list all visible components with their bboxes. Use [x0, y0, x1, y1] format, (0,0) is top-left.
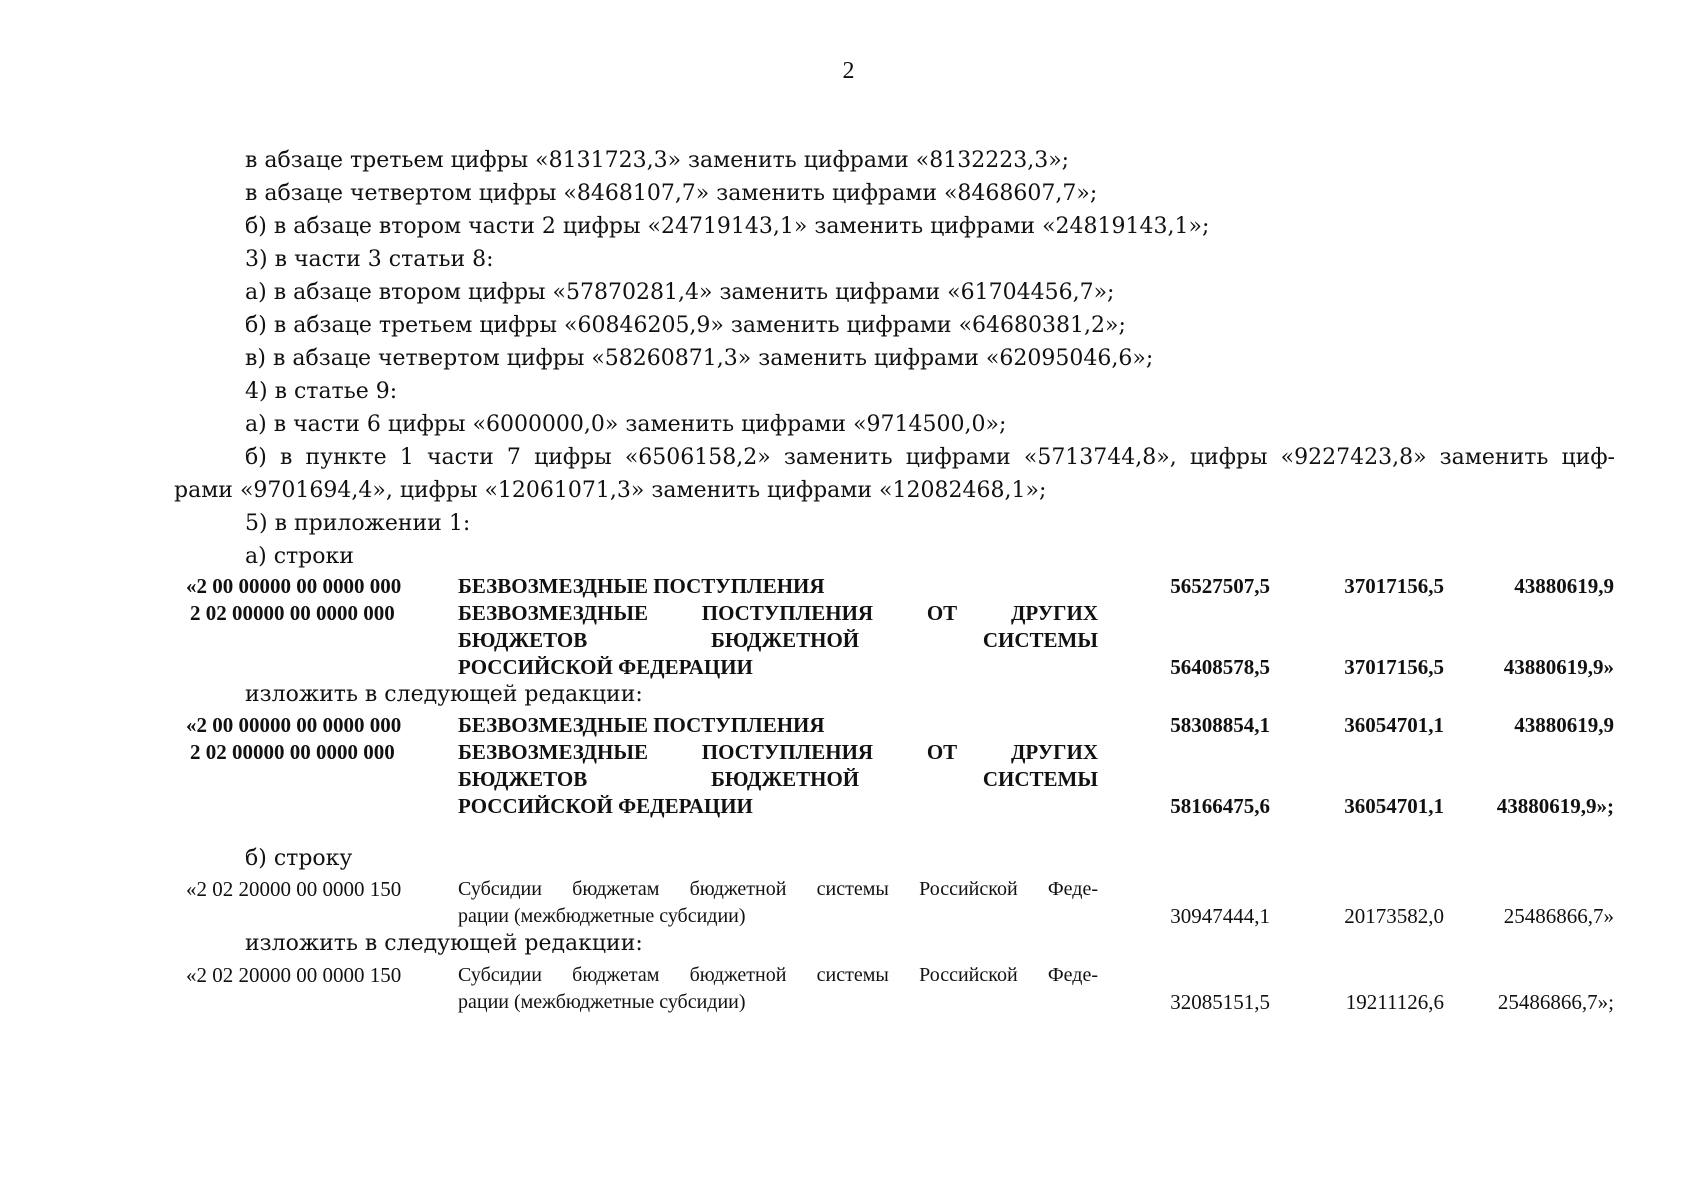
paragraph: 4) в статье 9:	[245, 379, 398, 404]
row-value: 30947444,1	[1170, 904, 1270, 928]
row-value: 58308854,1	[1170, 713, 1270, 737]
row-code: «2 02 20000 00 0000 150	[186, 877, 402, 901]
row-value: 25486866,7»	[1503, 904, 1614, 928]
replace-label: изложить в следующей редакции:	[245, 682, 643, 707]
row-code: 2 02 00000 00 0000 000	[190, 740, 395, 764]
paragraph: б) в абзаце третьем цифры «60846205,9» заменить цифрами «64680381,2»;	[245, 313, 1126, 338]
paragraph: а) в части 6 цифры «6000000,0» заменить цифрами «9714500,0»;	[245, 412, 1007, 437]
row-value: 37017156,5	[1344, 655, 1444, 679]
row-name: Субсидии бюджетам бюджетной системы Российской Феде- рации (межбюджетные субсидии)	[458, 964, 1098, 1013]
row-name: БЕЗВОЗМЕЗДНЫЕ ПОСТУПЛЕНИЯ ОТ ДРУГИХ БЮДЖЕТОВ БЮДЖЕТНОЙ СИСТЕМЫ РОССИЙСКОЙ ФЕДЕРАЦИИ	[458, 740, 1098, 818]
row-name: БЕЗВОЗМЕЗДНЫЕ ПОСТУПЛЕНИЯ	[458, 574, 825, 598]
row-value: 20173582,0	[1344, 904, 1444, 928]
row-name: БЕЗВОЗМЕЗДНЫЕ ПОСТУПЛЕНИЯ ОТ ДРУГИХ БЮДЖЕТОВ БЮДЖЕТНОЙ СИСТЕМЫ РОССИЙСКОЙ ФЕДЕРАЦИИ	[458, 601, 1098, 679]
paragraph: 5) в приложении 1:	[245, 511, 471, 536]
row-value: 43880619,9	[1514, 713, 1614, 737]
row-value: 56527507,5	[1170, 574, 1270, 598]
paragraph: б) строку	[245, 846, 353, 871]
paragraph: рами «9701694,4», цифры «12061071,3» заменить цифрами «12082468,1»;	[174, 478, 1047, 503]
row-value: 37017156,5	[1344, 574, 1444, 598]
paragraph: а) строки	[245, 544, 354, 569]
row-name: Субсидии бюджетам бюджетной системы Российской Феде- рации (межбюджетные субсидии)	[458, 878, 1098, 927]
row-value: 58166475,6	[1170, 794, 1270, 818]
paragraph: а) в абзаце втором цифры «57870281,4» заменить цифрами «61704456,7»;	[245, 280, 1115, 305]
row-name: БЕЗВОЗМЕЗДНЫЕ ПОСТУПЛЕНИЯ	[458, 713, 825, 737]
row-code: «2 00 00000 00 0000 000	[186, 574, 402, 598]
row-value: 36054701,1	[1344, 794, 1444, 818]
row-value: 43880619,9»;	[1496, 794, 1614, 818]
row-value: 19211126,6	[1345, 990, 1444, 1014]
paragraph: в) в абзаце четвертом цифры «58260871,3» заменить цифрами «62095046,6»;	[245, 346, 1154, 371]
paragraph: б) в абзаце втором части 2 цифры «24719143,1» заменить цифрами «24819143,1»;	[245, 214, 1210, 239]
row-value: 43880619,9»	[1503, 655, 1614, 679]
paragraph: б) в пункте 1 части 7 цифры «6506158,2» заменить цифрами «5713744,8», цифры «9227423,8» заменить циф-	[245, 445, 1615, 470]
row-value: 32085151,5	[1170, 990, 1270, 1014]
row-value: 43880619,9	[1514, 574, 1614, 598]
paragraph: 3) в части 3 статьи 8:	[245, 247, 494, 272]
row-code: «2 00 00000 00 0000 000	[186, 713, 402, 737]
page-number: 2	[842, 58, 855, 84]
row-value: 25486866,7»;	[1497, 990, 1614, 1014]
replace-label: изложить в следующей редакции:	[245, 931, 643, 956]
paragraph: в абзаце четвертом цифры «8468107,7» заменить цифрами «8468607,7»;	[245, 181, 1098, 206]
row-code: «2 02 20000 00 0000 150	[186, 963, 402, 987]
row-code: 2 02 00000 00 0000 000	[190, 601, 395, 625]
row-value: 56408578,5	[1170, 655, 1270, 679]
paragraph: в абзаце третьем цифры «8131723,3» заменить цифрами «8132223,3»;	[245, 148, 1070, 173]
row-value: 36054701,1	[1344, 713, 1444, 737]
